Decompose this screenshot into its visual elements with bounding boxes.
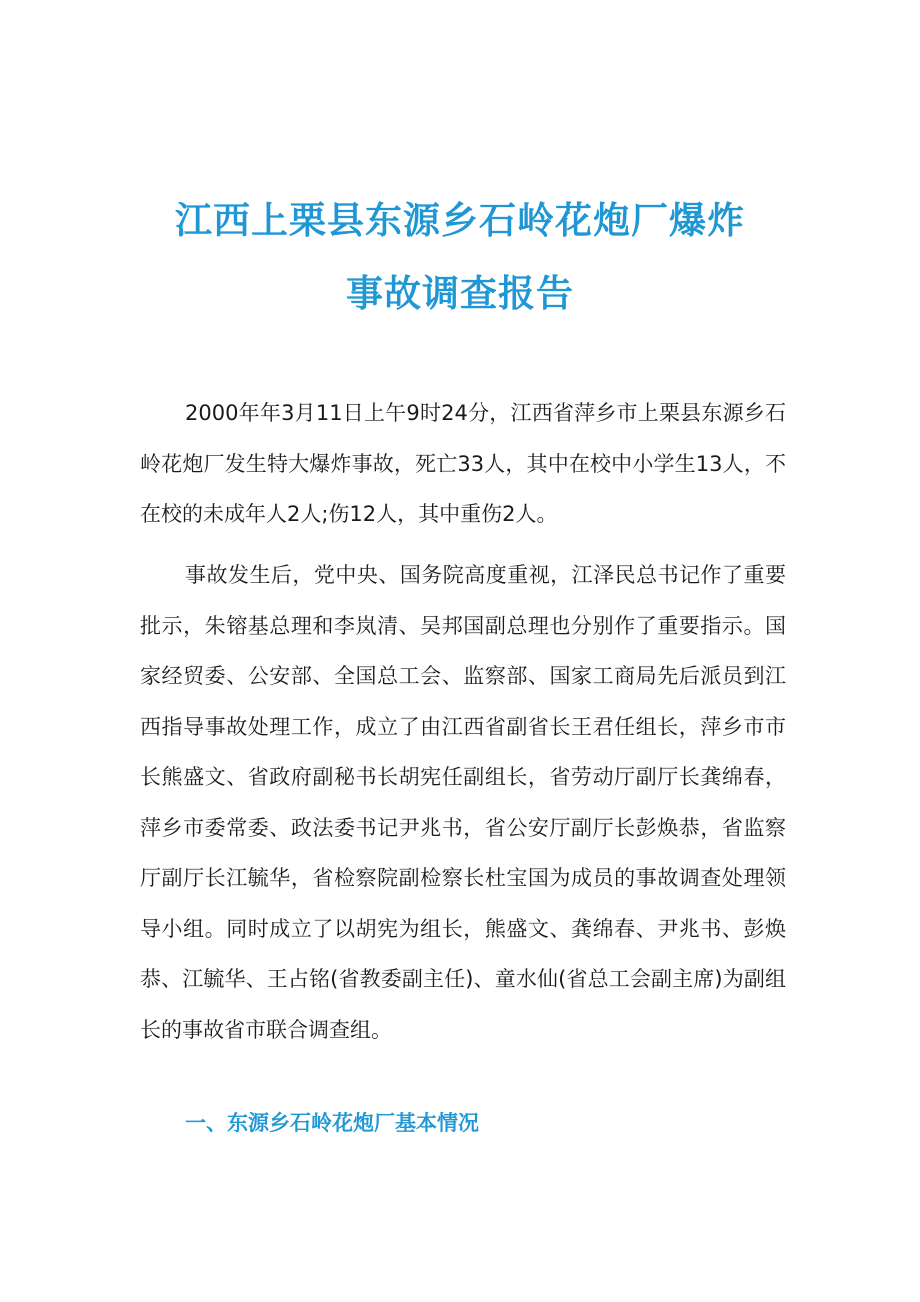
document-title-line-2: 事故调查报告 xyxy=(346,272,574,315)
section-heading-1: 一、东源乡石岭花炮厂基本情况 xyxy=(185,1111,479,1135)
paragraph-1: 2000年年3月11日上午9时24分，江西省萍乡市上栗县东源乡石岭花炮厂发生特大爆炸事故，死亡33人，其中在校中小学生13人，不在校的未成年人2人;伤12人，其中重伤2人。 xyxy=(140,401,786,526)
paragraph-2: 事故发生后，党中央、国务院高度重视，江泽民总书记作了重要批示，朱镕基总理和李岚清、吴邦国副总理也分别作了重要指示。国家经贸委、公安部、全国总工会、监察部、国家工商局先后派员到江西指导事故处理工作，成立了由江西省副省长王君任组长，萍乡市市长熊盛文、省政府副秘书长胡宪任副组长，省劳动厅副厅长龚绵春，萍乡市委常委、政法委书记尹兆书，省公安厅副厅长彭焕恭，省监察厅副厅长江毓华，省检察院副检察长杜宝国为成员的事故调查处理领导小组。同时成立了以胡宪为组长，熊盛文、龚绵春、尹兆书、彭焕恭、江毓华、王占铭(省教委副主任)、童水仙(省总工会副主席)为副组长的事故省市联合调查组。 xyxy=(140,563,786,1042)
document-title-line-1: 江西上栗县东源乡石岭花炮厂爆炸 xyxy=(175,199,745,242)
